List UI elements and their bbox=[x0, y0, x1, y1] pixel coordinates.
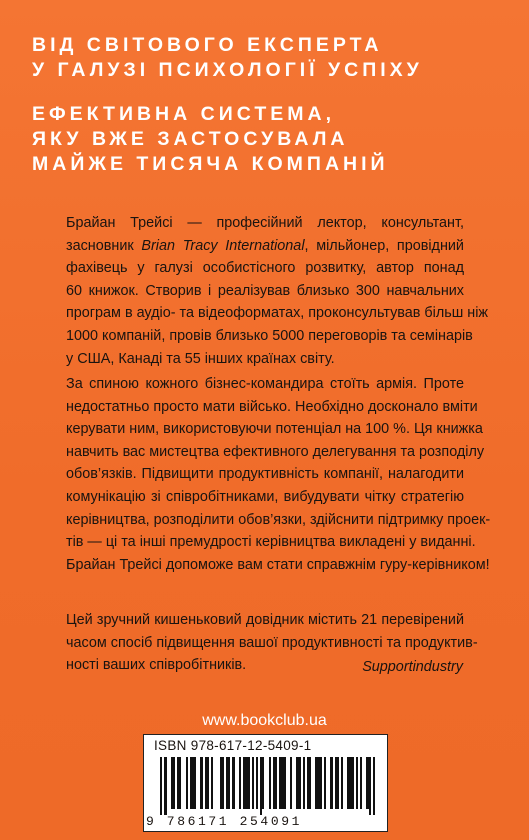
text-line: керувати ним, використовуючи потенціал на 100 %. Ця книжка bbox=[66, 421, 483, 438]
review-signature: Supportindustry bbox=[362, 659, 463, 675]
barcode-bar bbox=[269, 757, 271, 809]
barcode-bar bbox=[222, 757, 224, 809]
heading-system-line: ЕФЕКТИВНА СИСТЕМА, bbox=[32, 103, 335, 125]
barcode-bar bbox=[207, 757, 209, 809]
barcode-bar bbox=[194, 757, 196, 809]
barcode-bar bbox=[320, 757, 322, 809]
heading-expert-line: У ГАЛУЗІ ПСИХОЛОГІЇ УСПІХУ bbox=[32, 59, 423, 81]
barcode-bar bbox=[252, 757, 254, 809]
book-description-paragraph bbox=[66, 373, 491, 576]
text-line: За спиною кожного бізнес-командира стоїть армія. Проте bbox=[66, 376, 464, 392]
text-line: часом спосіб підвищення вашої продуктивності та продуктив- bbox=[66, 634, 478, 651]
barcode-bars bbox=[160, 757, 375, 815]
barcode-bar bbox=[324, 757, 326, 809]
text-line: навчить вас мистецтва ефективного делегування та розподілу bbox=[66, 443, 485, 460]
barcode-digits: 9 786171 254091 bbox=[146, 814, 303, 829]
text-line: недостатньо просто мати військо. Необхідно досконало вміти bbox=[66, 398, 478, 415]
text-line: Брайан Трейсі — професійний лектор, консультант, bbox=[66, 215, 464, 231]
barcode-bar bbox=[373, 757, 375, 815]
barcode-bar bbox=[275, 757, 277, 809]
barcode-bar bbox=[256, 757, 258, 809]
barcode-bar bbox=[330, 757, 332, 809]
barcode-bar bbox=[290, 757, 292, 809]
text-line: 60 книжок. Створив і реалізував близько 300 навчальних bbox=[66, 282, 464, 299]
barcode-bar bbox=[283, 757, 285, 809]
text-line: комунікацію зі співробітниками, вибудувати чітку стратегію bbox=[66, 488, 464, 505]
publisher-website: www.bookclub.ua bbox=[202, 712, 327, 729]
barcode-bar bbox=[247, 757, 249, 809]
text-line: фахівець у галузі особистісного розвитку, автор понад bbox=[66, 260, 464, 277]
heading-expert-line: ВІД СВІТОВОГО ЕКСПЕРТА bbox=[32, 34, 383, 56]
barcode-bar bbox=[211, 757, 213, 809]
heading-system-line: МАЙЖЕ ТИСЯЧА КОМПАНІЙ bbox=[32, 153, 389, 175]
barcode-bar bbox=[160, 757, 162, 815]
barcode-bar bbox=[228, 757, 230, 809]
barcode-bar bbox=[200, 757, 202, 809]
barcode-bar bbox=[352, 757, 354, 809]
barcode-bar bbox=[309, 757, 311, 809]
barcode-bar bbox=[360, 757, 362, 809]
text-line: обов’язків. Підвищити продуктивність компанії, налагодити bbox=[66, 466, 464, 483]
barcode-bar bbox=[356, 757, 358, 809]
barcode-bar bbox=[239, 757, 241, 809]
text-line: ності ваших співробітників. bbox=[66, 657, 247, 674]
text-line: 1000 компаній, провів близько 5000 переговорів та семінарів bbox=[66, 327, 473, 344]
barcode-bar bbox=[369, 757, 371, 815]
text-line: Цей зручний кишеньковий довідник містить 21 перевірений bbox=[66, 612, 464, 628]
barcode-bar bbox=[341, 757, 343, 809]
text-line: засновник Brian Tracy International, мільйонер, провідний bbox=[66, 237, 464, 254]
barcode-bar bbox=[164, 757, 166, 815]
text-line: у США, Канаді та 55 інших країнах світу. bbox=[66, 350, 335, 367]
barcode-bar bbox=[262, 757, 264, 809]
heading-expert bbox=[32, 33, 512, 83]
barcode-bar bbox=[303, 757, 305, 809]
barcode-bar bbox=[179, 757, 181, 809]
text-line: тів — ці та інші премудрості керівництва викладені у виданні. bbox=[66, 534, 476, 551]
barcode-bar bbox=[173, 757, 175, 809]
heading-system-line: ЯКУ ВЖЕ ЗАСТОСУВАЛА bbox=[32, 128, 349, 150]
barcode-bar bbox=[337, 757, 339, 809]
isbn-number: ISBN 978-617-12-5409-1 bbox=[154, 738, 312, 753]
author-bio-paragraph bbox=[66, 212, 489, 370]
text-line: керівництва, розподілити обов’язки, здійснити підтримку проек- bbox=[66, 511, 491, 528]
text-line: Брайан Трейсі допоможе вам стати справжнім гуру-керівником! bbox=[66, 556, 490, 573]
barcode-bar bbox=[298, 757, 300, 809]
barcode-bar bbox=[232, 757, 234, 809]
barcode-panel bbox=[143, 734, 388, 832]
heading-system bbox=[32, 102, 512, 177]
text-line: програм в аудіо- та відеоформатах, проконсультував більш ніж bbox=[66, 305, 489, 322]
barcode-bar bbox=[186, 757, 188, 809]
